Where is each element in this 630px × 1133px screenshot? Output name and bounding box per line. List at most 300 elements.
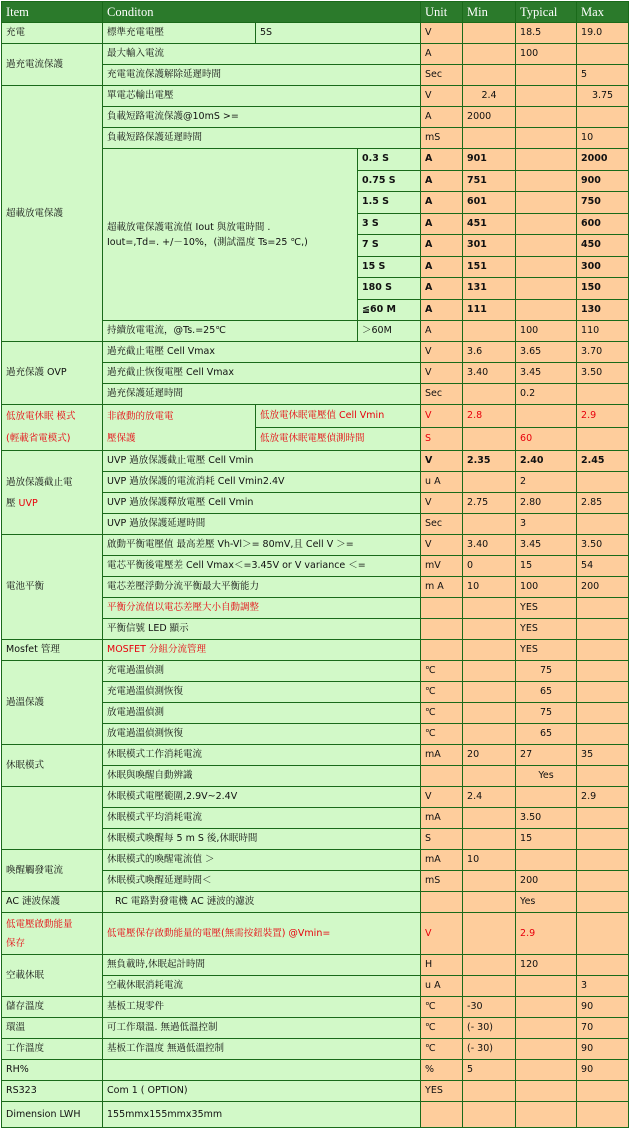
unit-cell	[421, 640, 463, 661]
value-cell: ＞60M	[358, 321, 421, 342]
time-cell: 15 S	[358, 256, 421, 278]
typical-cell: 200	[516, 871, 577, 892]
time-cell: 180 S	[358, 278, 421, 300]
table-row	[2, 661, 629, 682]
unit-cell: A	[421, 44, 463, 65]
item-cell: 環溫	[2, 1018, 103, 1039]
min-cell	[463, 829, 516, 850]
min-cell: 0	[463, 556, 516, 577]
max-cell: 3.75	[577, 86, 629, 107]
item-line2-text: 壓	[6, 497, 19, 509]
time-cell: 3 S	[358, 213, 421, 235]
min-cell	[463, 640, 516, 661]
sub-condition-cell: 低放電休眠電壓值 Cell Vmin	[256, 405, 421, 428]
max-cell	[577, 661, 629, 682]
time-cell: 1.5 S	[358, 192, 421, 214]
min-cell: 2.4	[463, 86, 516, 107]
max-cell: 5	[577, 65, 629, 86]
item-cell	[2, 913, 103, 955]
table-row	[2, 405, 629, 428]
min-cell: 301	[463, 235, 516, 257]
table-row	[2, 1102, 629, 1128]
unit-cell: u A	[421, 472, 463, 493]
condition-cell: 空載休眠消耗電流	[103, 976, 421, 997]
max-cell: 450	[577, 235, 629, 257]
unit-cell: A	[421, 192, 463, 214]
typical-cell	[516, 405, 577, 428]
min-cell: 601	[463, 192, 516, 214]
min-cell	[463, 128, 516, 149]
typical-cell: 65	[516, 724, 577, 745]
condition-cell: 充電過溫偵測	[103, 661, 421, 682]
table-row	[2, 997, 629, 1018]
condition-cell: UVP 過放保護延遲時間	[103, 514, 421, 535]
typical-cell: 100	[516, 321, 577, 342]
min-cell	[463, 428, 516, 451]
typical-cell	[516, 149, 577, 171]
table-row	[2, 892, 629, 913]
min-cell: 10	[463, 577, 516, 598]
typical-cell: 75	[516, 703, 577, 724]
typical-cell	[516, 997, 577, 1018]
condition-line1: 非啟動的放電電	[107, 410, 174, 422]
min-cell	[463, 766, 516, 787]
typical-cell: 3.45	[516, 363, 577, 384]
uvp-label: UVP	[18, 497, 38, 509]
condition-cell: 休眠模式平均消耗電流	[103, 808, 421, 829]
typical-cell: YES	[516, 598, 577, 619]
unit-cell: m A	[421, 577, 463, 598]
condition-cell: 電芯差壓浮動分流平衡最大平衡能力	[103, 577, 421, 598]
unit-cell	[421, 1102, 463, 1128]
item-cell: RS323	[2, 1081, 103, 1102]
unit-cell: S	[421, 829, 463, 850]
max-cell: 110	[577, 321, 629, 342]
typical-cell: 2.40	[516, 451, 577, 472]
max-cell: 600	[577, 213, 629, 235]
item-cell: RH%	[2, 1060, 103, 1081]
typical-cell	[516, 86, 577, 107]
max-cell	[577, 1081, 629, 1102]
unit-cell: mA	[421, 850, 463, 871]
typical-cell: Yes	[516, 892, 577, 913]
min-cell	[463, 871, 516, 892]
table-row	[2, 913, 629, 955]
typical-cell	[516, 107, 577, 128]
max-cell	[577, 619, 629, 640]
typical-cell: YES	[516, 619, 577, 640]
unit-cell: ℃	[421, 997, 463, 1018]
typical-cell	[516, 1018, 577, 1039]
max-cell	[577, 703, 629, 724]
condition-cell: 持續放電電流，@Ts.=25℃	[103, 321, 358, 342]
max-cell: 2.9	[577, 787, 629, 808]
condition-cell	[103, 405, 256, 451]
unit-cell: A	[421, 278, 463, 300]
spec-table	[1, 1, 629, 1128]
min-cell: 131	[463, 278, 516, 300]
max-cell: 2.9	[577, 405, 629, 428]
unit-cell: ℃	[421, 724, 463, 745]
unit-cell: V	[421, 86, 463, 107]
unit-cell: V	[421, 787, 463, 808]
max-cell	[577, 955, 629, 976]
condition-cell: 單電芯輸出電壓	[103, 86, 421, 107]
unit-cell: V	[421, 363, 463, 384]
max-cell	[577, 808, 629, 829]
unit-cell: ℃	[421, 1039, 463, 1060]
typical-cell: 15	[516, 829, 577, 850]
max-cell	[577, 766, 629, 787]
item-cell: 儲存溫度	[2, 997, 103, 1018]
item-cell: 喚醒觸發電流	[2, 850, 103, 892]
max-cell: 150	[577, 278, 629, 300]
min-cell: 5	[463, 1060, 516, 1081]
min-cell: 3.6	[463, 342, 516, 363]
table-row	[2, 44, 629, 65]
typical-cell	[516, 256, 577, 278]
condition-cell: UVP 過放保護的電流消耗 Cell Vmin2.4V	[103, 472, 421, 493]
table-row	[2, 745, 629, 766]
max-cell: 90	[577, 1039, 629, 1060]
max-cell	[577, 598, 629, 619]
item-cell: Dimension LWH	[2, 1102, 103, 1128]
table-row	[2, 1039, 629, 1060]
typical-cell: YES	[516, 640, 577, 661]
condition-cell: 最大輸入電流	[103, 44, 421, 65]
condition-line2: 壓保護	[107, 432, 136, 444]
time-cell: ≦60 M	[358, 299, 421, 321]
typical-cell: 2.9	[516, 913, 577, 955]
typical-cell	[516, 235, 577, 257]
condition-cell: 低電壓保存啟動能量的電壓(無需按鈕裝置) @Vmin=	[103, 913, 421, 955]
unit-cell	[421, 598, 463, 619]
item-cell: 超載放電保護	[2, 86, 103, 342]
typical-cell	[516, 299, 577, 321]
condition-cell: 啟動平衡電壓值 最高差壓 Vh-Vl＞= 80mV,且 Cell V ＞=	[103, 535, 421, 556]
typical-cell: Yes	[516, 766, 577, 787]
unit-cell: A	[421, 107, 463, 128]
condition-cell: 平衡分流值以電芯差壓大小自動調整	[103, 598, 421, 619]
typical-cell	[516, 128, 577, 149]
min-cell	[463, 976, 516, 997]
unit-cell: ℃	[421, 703, 463, 724]
item-line1: 低放電休眠 模式	[6, 410, 76, 422]
max-cell: 10	[577, 128, 629, 149]
min-cell: 2.4	[463, 787, 516, 808]
min-cell: (- 30)	[463, 1018, 516, 1039]
condition-cell: 負載短路保護延遲時間	[103, 128, 421, 149]
min-cell	[463, 808, 516, 829]
min-cell	[463, 955, 516, 976]
condition-cell: 無負載時,休眠起計時間	[103, 955, 421, 976]
table-row	[2, 955, 629, 976]
typical-cell: 120	[516, 955, 577, 976]
typical-cell: 3.45	[516, 535, 577, 556]
max-cell: 70	[577, 1018, 629, 1039]
item-cell: 過溫保護	[2, 661, 103, 745]
max-cell	[577, 682, 629, 703]
min-cell: -30	[463, 997, 516, 1018]
condition-cell: 過充截止恢復電壓 Cell Vmax	[103, 363, 421, 384]
max-cell	[577, 384, 629, 405]
item-line1: 過放保護截止電	[6, 476, 73, 488]
typical-cell: 100	[516, 577, 577, 598]
item-line1: 低電壓啟動能量	[6, 918, 73, 930]
unit-cell	[421, 619, 463, 640]
min-cell	[463, 703, 516, 724]
table-row	[2, 1060, 629, 1081]
time-cell: 0.75 S	[358, 170, 421, 192]
unit-cell: V	[421, 535, 463, 556]
max-cell	[577, 913, 629, 955]
sub-condition-cell: 低放電休眠電壓偵測時間	[256, 428, 421, 451]
max-cell: 35	[577, 745, 629, 766]
unit-cell: V	[421, 405, 463, 428]
min-cell	[463, 514, 516, 535]
typical-cell	[516, 170, 577, 192]
item-cell: 過充保護 OVP	[2, 342, 103, 405]
header-condition: Conditon	[103, 2, 421, 23]
unit-cell: mV	[421, 556, 463, 577]
max-cell: 19.0	[577, 23, 629, 44]
min-cell: 111	[463, 299, 516, 321]
unit-cell: V	[421, 493, 463, 514]
typical-cell: 65	[516, 682, 577, 703]
max-cell	[577, 1102, 629, 1128]
min-cell	[463, 44, 516, 65]
typical-cell: 2.80	[516, 493, 577, 514]
typical-cell	[516, 213, 577, 235]
min-cell	[463, 1081, 516, 1102]
time-cell: 7 S	[358, 235, 421, 257]
item-cell: AC 漣波保護	[2, 892, 103, 913]
overload-condition-line1: 超載放電保護電流值 Iout 與放電時間 .	[107, 221, 271, 233]
min-cell	[463, 598, 516, 619]
max-cell	[577, 640, 629, 661]
header-typical: Typical	[516, 2, 577, 23]
condition-cell: RC 電路對發電機 AC 漣波的濾波	[103, 892, 421, 913]
min-cell: 151	[463, 256, 516, 278]
condition-cell: Com 1 ( OPTION)	[103, 1081, 421, 1102]
table-row	[2, 342, 629, 363]
typical-cell: 75	[516, 661, 577, 682]
min-cell	[463, 913, 516, 955]
unit-cell	[421, 892, 463, 913]
max-cell	[577, 107, 629, 128]
min-cell	[463, 724, 516, 745]
unit-cell: Sec	[421, 384, 463, 405]
unit-cell: ℃	[421, 661, 463, 682]
typical-cell: 18.5	[516, 23, 577, 44]
typical-cell	[516, 1060, 577, 1081]
item-cell: 工作溫度	[2, 1039, 103, 1060]
unit-cell: V	[421, 342, 463, 363]
condition-cell: 平衡信號 LED 顯示	[103, 619, 421, 640]
table-row	[2, 1081, 629, 1102]
table-row	[2, 640, 629, 661]
item-line2: (輕載省電模式)	[6, 432, 71, 444]
min-cell: 3.40	[463, 535, 516, 556]
min-cell: 20	[463, 745, 516, 766]
header-max: Max	[577, 2, 629, 23]
unit-cell: Sec	[421, 65, 463, 86]
max-cell: 2.85	[577, 493, 629, 514]
condition-cell: 負載短路電流保護@10mS >=	[103, 107, 421, 128]
max-cell	[577, 428, 629, 451]
condition-cell: 過充截止電壓 Cell Vmax	[103, 342, 421, 363]
typical-cell	[516, 787, 577, 808]
min-cell: 3.40	[463, 363, 516, 384]
condition-cell: 休眠模式喚醒每 5 m S 後,休眠時間	[103, 829, 421, 850]
unit-cell: A	[421, 149, 463, 171]
max-cell: 130	[577, 299, 629, 321]
min-cell: 2000	[463, 107, 516, 128]
table-row	[2, 850, 629, 871]
condition-cell: 休眠模式的喚醒電流值 ＞	[103, 850, 421, 871]
table-row	[2, 23, 629, 44]
condition-cell: 休眠模式工作消耗電流	[103, 745, 421, 766]
condition-cell: 過充保護延遲時間	[103, 384, 421, 405]
item-cell	[2, 405, 103, 451]
max-cell: 90	[577, 1060, 629, 1081]
typical-cell: 2	[516, 472, 577, 493]
condition-cell: 休眠模式喚醒延遲時間＜	[103, 871, 421, 892]
table-row	[2, 1018, 629, 1039]
max-cell	[577, 514, 629, 535]
unit-cell: YES	[421, 1081, 463, 1102]
typical-cell	[516, 850, 577, 871]
item-cell: Mosfet 管理	[2, 640, 103, 661]
min-cell	[463, 682, 516, 703]
condition-cell: 基板工規零件	[103, 997, 421, 1018]
max-cell: 750	[577, 192, 629, 214]
unit-cell: Sec	[421, 514, 463, 535]
min-cell	[463, 23, 516, 44]
min-cell: 2.75	[463, 493, 516, 514]
unit-cell: A	[421, 321, 463, 342]
unit-cell	[421, 766, 463, 787]
condition-cell: 充電過溫偵測恢復	[103, 682, 421, 703]
unit-cell: mA	[421, 745, 463, 766]
min-cell	[463, 472, 516, 493]
min-cell: 451	[463, 213, 516, 235]
condition-cell: 休眠與喚醒自動辨識	[103, 766, 421, 787]
max-cell	[577, 871, 629, 892]
unit-cell: V	[421, 913, 463, 955]
max-cell: 3.70	[577, 342, 629, 363]
condition-cell: 放電過溫偵測	[103, 703, 421, 724]
condition-cell: UVP 過放保護截止電壓 Cell Vmin	[103, 451, 421, 472]
item-cell: 空載休眠	[2, 955, 103, 997]
unit-cell: S	[421, 428, 463, 451]
condition-cell: UVP 過放保護釋放電壓 Cell Vmin	[103, 493, 421, 514]
condition-cell: 休眠模式電壓範圍,2.9V~2.4V	[103, 787, 421, 808]
typical-cell: 3.65	[516, 342, 577, 363]
max-cell: 54	[577, 556, 629, 577]
table-row	[2, 535, 629, 556]
typical-cell: 60	[516, 428, 577, 451]
unit-cell: %	[421, 1060, 463, 1081]
min-cell: 2.8	[463, 405, 516, 428]
max-cell: 300	[577, 256, 629, 278]
max-cell: 200	[577, 577, 629, 598]
typical-cell	[516, 1081, 577, 1102]
unit-cell: A	[421, 213, 463, 235]
unit-cell: mS	[421, 128, 463, 149]
typical-cell: 100	[516, 44, 577, 65]
item-line2	[6, 493, 102, 514]
unit-cell: mS	[421, 871, 463, 892]
item-cell: 過充電流保護	[2, 44, 103, 86]
value-cell: 5S	[256, 23, 421, 44]
item-cell: 充電	[2, 23, 103, 44]
condition-cell	[103, 149, 358, 321]
unit-cell: V	[421, 451, 463, 472]
max-cell	[577, 892, 629, 913]
condition-cell: 155mmx155mmx35mm	[103, 1102, 421, 1128]
min-cell	[463, 1102, 516, 1128]
item-cell	[2, 451, 103, 535]
typical-cell	[516, 1102, 577, 1128]
header-min: Min	[463, 2, 516, 23]
max-cell: 3	[577, 976, 629, 997]
max-cell: 3.50	[577, 535, 629, 556]
unit-cell: ℃	[421, 1018, 463, 1039]
typical-cell: 0.2	[516, 384, 577, 405]
overload-condition-line2: Iout=,Td=. +/－10%，(測試溫度 Ts=25 ℃,)	[107, 236, 308, 248]
max-cell: 2.45	[577, 451, 629, 472]
min-cell: (- 30)	[463, 1039, 516, 1060]
typical-cell: 3.50	[516, 808, 577, 829]
unit-cell: A	[421, 256, 463, 278]
typical-cell	[516, 192, 577, 214]
condition-cell: 電芯平衡後電壓差 Cell Vmax＜=3.45V or V variance ＜=	[103, 556, 421, 577]
condition-cell: MOSFET 分組分流管理	[103, 640, 421, 661]
typical-cell: 15	[516, 556, 577, 577]
max-cell	[577, 472, 629, 493]
typical-cell	[516, 976, 577, 997]
max-cell: 900	[577, 170, 629, 192]
header-unit: Unit	[421, 2, 463, 23]
max-cell	[577, 829, 629, 850]
min-cell: 10	[463, 850, 516, 871]
condition-cell: 基板工作溫度 無過低溫控制	[103, 1039, 421, 1060]
max-cell: 2000	[577, 149, 629, 171]
table-row	[2, 86, 629, 107]
min-cell	[463, 321, 516, 342]
table-row	[2, 787, 629, 808]
item-cell	[2, 787, 103, 850]
min-cell	[463, 65, 516, 86]
min-cell: 901	[463, 149, 516, 171]
condition-cell: 可工作環溫. 無過低溫控制	[103, 1018, 421, 1039]
time-cell: 0.3 S	[358, 149, 421, 171]
min-cell: 2.35	[463, 451, 516, 472]
condition-cell	[103, 1060, 421, 1081]
condition-cell: 充電電流保護解除延遲時間	[103, 65, 421, 86]
unit-cell: A	[421, 299, 463, 321]
unit-cell: H	[421, 955, 463, 976]
min-cell	[463, 892, 516, 913]
min-cell	[463, 619, 516, 640]
unit-cell: u A	[421, 976, 463, 997]
table-row	[2, 451, 629, 472]
typical-cell: 3	[516, 514, 577, 535]
condition-cell: 放電過溫偵測恢復	[103, 724, 421, 745]
unit-cell: A	[421, 170, 463, 192]
max-cell	[577, 724, 629, 745]
